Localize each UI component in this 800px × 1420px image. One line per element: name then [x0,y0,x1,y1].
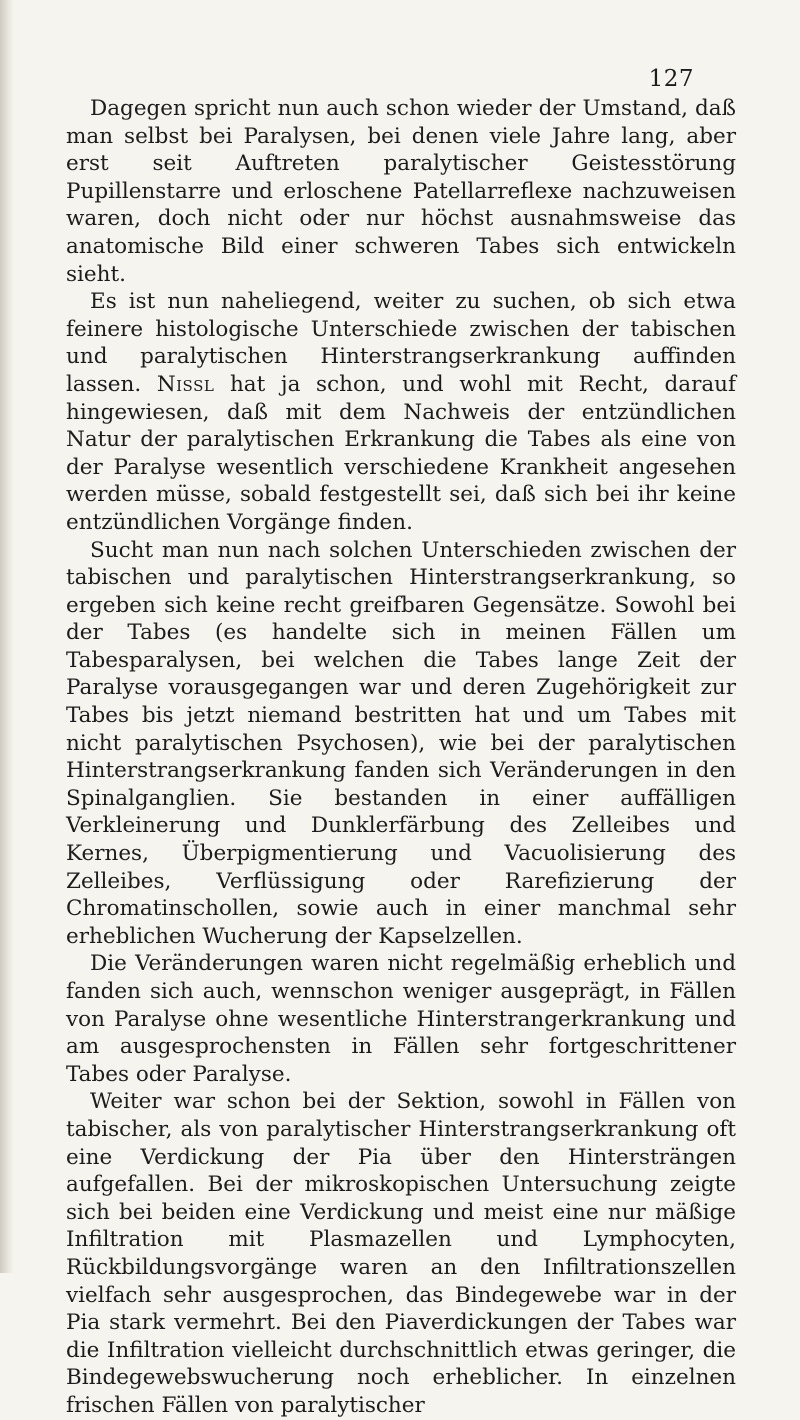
paragraph-1: Dagegen spricht nun auch schon wieder der Umstand, daß man selbst bei Paralysen, bei denen viele Jahre lang, aber erst seit Auftreten paralytischer Geistesstörung Pupillenstarre und erloschene Patellarreflexe nachzuweisen waren, doch nicht oder nur höchst ausnahmsweise das anatomische Bild einer schweren Tabes sich entwickeln sieht. [66,96,736,287]
body-text [66,95,736,1420]
page-number: 127 [648,66,694,92]
binding-shadow [0,0,14,1273]
paragraph-2 [66,288,736,536]
paragraph-2-text-before: Es ist nun naheliegend, weiter zu suchen, ob sich etwa feinere histologische Unterschiede zwischen der tabischen und paralytischen Hinterstrangserkrankung auffinden lassen. [66,289,736,397]
paragraph-4: Die Veränderungen waren nicht regelmäßig erheblich und fanden sich auch, wennschon weniger ausgeprägt, in Fällen von Paralyse ohne wesentliche Hinterstrangerkrankung und am ausgesprochensten in Fällen sehr fortgeschrittener Tabes oder Paralyse. [66,951,736,1087]
paragraph-3: Sucht man nun nach solchen Unterschieden zwischen der tabischen und paralytischen Hinterstrangserkrankung, so ergeben sich keine recht greifbaren Gegensätze. Sowohl bei der Tabes (es handelte sich in meinen Fällen um Tabesparalysen, bei welchen die Tabes lange Zeit der Paralyse vorausgegangen war und deren Zugehörigkeit zur Tabes bis jetzt niemand bestritten hat und um Tabes mit nicht paralytischen Psychosen), wie bei der paralytischen Hinterstrangserkrankung fanden sich Veränderungen in den Spinalganglien. Sie bestanden in einer auffälligen Verkleinerung und Dunklerfärbung des Zelleibes und Kernes, Überpigmentierung und Vacuolisierung des Zelleibes, Verflüssigung oder Rarefizierung der Chromatinschollen, sowie auch in einer manchmal sehr erheblichen Wucherung der Kapselzellen. [66,537,736,949]
author-name-nissl: Nissl [156,371,215,397]
paragraph-5: Weiter war schon bei der Sektion, sowohl in Fällen von tabischer, als von paralytischer Hinterstrangserkrankung oft eine Verdickung der Pia über den Hintersträngen aufgefallen. Bei der mikroskopischen Untersuchung zeigte sich bei beiden eine Verdickung und meist eine nur mäßige Infiltration mit Plasmazellen und Lymphocyten, Rückbildungsvorgänge waren an den Infiltrationszellen vielfach sehr ausgesprochen, das Bindegewebe war in der Pia stark vermehrt. Bei den Piaverdickungen der Tabes war die Infiltration vielleicht durchschnittlich etwas geringer, die Bindegewebswucherung noch erheblicher. In einzelnen frischen Fällen von paralytischer [66,1089,736,1418]
paragraph-2-text-after: hat ja schon, und wohl mit Recht, darauf hingewiesen, daß mit dem Nachweis der entzündlichen Natur der paralytischen Erkrankung die Tabes als eine von der Paralyse wesentlich verschiedene Krankheit angesehen werden müsse, sobald festgestellt sei, daß sich bei ihr keine entzündlichen Vorgänge finden. [66,371,736,535]
